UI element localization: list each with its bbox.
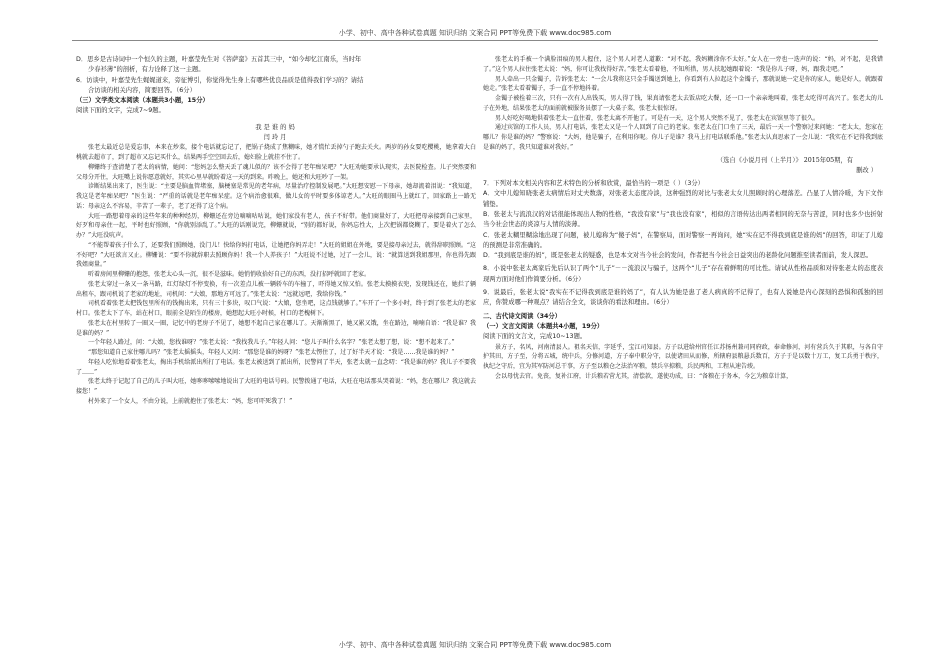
question-6-line1: 6．访谈中，叶嘉莹先生娓娓道来，旁征博引，你觉得先生身上有哪些优良品质是值得我们学习的？请结 (76, 76, 364, 84)
story-title: 我是谁的妈 (255, 123, 297, 131)
option-d-line1: D．思乡是古诗词中一个恒久的主题，叶嘉莹先生对《菩萨蛮》五首其三中，“如今却忆江南乐，当时年 (76, 56, 362, 63)
story-paragraph: 听着房间里柳姗的抱怨，张老太心头一沉，很不是滋味。她悄悄收拾好自己的东西，没打招呼就回了老家。 (88, 271, 371, 279)
question-7: 7．下列对本文相关内容和艺术特色的分析和欣赏，最恰当的一项是（ ）（3分） (483, 180, 704, 188)
story-paragraph: 金镯子被拴着三次，只有一次有人出钱买，男人得了钱，果真请张老太去饭店吃大餐，还一口一个亲亲地叫着，张老太吃得可高兴了。张老太的儿子在外地，结果张老太的面前就被服务员摆了一大桌子菜，张老太很惊讶。 (483, 95, 883, 112)
story-paragraph: 村外来了一个女人，不由分说，上前就抱住了张老太：“妈，您可吓死我了！” (88, 397, 293, 405)
question-8: 8．小说中张老太离家后先后认识了两个“儿子”－－流浪汉与骗子，这两个“儿子”存在着鲜明的可比性。请试从性格品质和对待张老太的态度表现两方面对他们作简要分析。（6分） (483, 265, 883, 283)
left-column (76, 55, 476, 407)
question-7-option-b: B．张老太与流浪汉的对话很能体现出人物的性格，“我没有家”与“我也没有家”，相似的言语传达出两者相同的无奈与苦涩，同时也多少也折射当今社会世态的炎凉与人情的淡薄。 (483, 210, 883, 229)
question-6-line2: 合访谈的相关内容，简要回答。（6分） (88, 86, 196, 94)
question-9: 9．说最后，张老太说“我实在不记得我到底是谁的妈了”，有人认为她是患了老人病真的不记得了，也有人说她是内心深刻的恐惧和孤独的回应，你赞成哪一种观点？请结合全文，谈谈你的看法和理由。（6分） (483, 289, 883, 307)
reading-instruction: 阅读下面的文字，完成7~9题。 (76, 107, 165, 115)
story-paragraph: 男人好吃好喝地供着张老太一直住着，张老太离不开他了。可是有一天，这个男人突然不见了，张老太在宾馆里等了很久。 (495, 114, 820, 122)
page-header: 小学、初中、高中各种试卷真题 知识归纳 文案合同 PPT等免费下载 www.doc985.com (0, 28, 950, 38)
story-paragraph: 张老太的手被一个满脸泪痕的男人握住，这个男人对老人道歉：“对不起，我妈糊涂你不太好。”女人在一旁也一迭声的说：“妈，对不起，是我错了。”这个男人拉住张老太说：“妈，你可让我找得好苦。”张老太看着他，不知所措，男人扶起她跟着说：“我是你儿子呀，妈，跟我走吧。” (483, 56, 883, 73)
classical-paragraph: 景方子，名风，河南清县人。祖名天信，字延乎，宝江司知县。方子以进给州官任江苏扬州兼司同府政，奉命修河，河有营兵久于其职，与各自守护其田，方子至，分将五城，统中兵，分修河道，方子奉中职分守，以使诸田从而修，所辖府县粮悬兵数百，方子于是以数十万工，复工兵勇于秩序，执纪之守后，宜为其军防河总干事，方子至以粮仓之法治军粮，禁兵卒掠粮，兵民两和，工程从速告竣。 (483, 343, 883, 371)
story-paragraph: 通过宾馆的工作人员，男人打电话，张老太又是一个人回到了自己的老家。张老太在门口坐了三天，最后一天一个警察过来问她：“老太太，您家在哪儿？你是谁的妈？”警察说：“大妈，他是骗子，在利用你呢。你儿子是谁？我马上打电话联系他。”张老太认真思索了一会儿说：“我实在不记得我到底是谁的妈了，我只知道谁对我好。” (483, 124, 883, 151)
right-column (483, 55, 883, 382)
part-2-heading: 二、古代诗文阅读（34分） (483, 312, 562, 320)
story-paragraph: 男人牵出一只金镯子，告诉张老太：“一会儿我将这只金手镯送到她上，你看到有人拉起这个金镯子，那就说她一定是你的家人，她是好人，就跟着她走。”张老太看着镯子，手一直不停地抖着。 (483, 75, 883, 93)
story-paragraph: “不能帮着孩子什么了，还要我们照顾她，没门儿！快给你妈打电话，让她把你妈弄走！”大旺的姐姐在外地，要是接母亲过去，就得辞职照顾。“这不好吧？”大旺欲言又止。柳姗说：“要不你就辞职去照顾你妈！我一个人养孩子！”大旺说不过她，过了一会儿，说：“就算送到我姐那里，你也得先跟我姐商量。” (76, 241, 476, 269)
story-paragraph: 柳姗终于查清楚了老太的病情，她问：“您妈怎么整天丢了魂儿似的？该不会得了老年痴呆吧？”大旺劝她要承认现实，去医院检查。儿子突然要和父母分开住，大旺嘴上说你愿意就好，其实心里早就盼着这一天的到来。昨晚上，她还和大旺吵了一架。 (76, 163, 476, 181)
story-source-note: 删改 ） (856, 166, 877, 174)
story-paragraph: 张老太在村里转了一圈又一圈，记忆中的老房子不见了，她想不起自己家在哪儿了。天渐渐黑了，她又累又饿，坐在路边，喃喃自语：“我是谁？我是谁的妈？” (76, 319, 476, 337)
option-d-line2: 少春衫薄”的剖析，有力诠释了这一主题。 (88, 66, 205, 74)
part-2-instruction: 阅读下面的文言文，完成10~13题。 (483, 333, 587, 341)
story-paragraph: 一个年轻人路过，问：“大娘，您找谁呀？”张老太说：“我找我儿子。”年轻人问：“您儿子叫什么名字？”张老太想了想，说：“想不起来了。” (88, 339, 455, 347)
story-paragraph: 张老太最近总是爱忘事，本来在炒菜，接个电话就忘记了，把锅子烧成了焦糊味，她才慌忙丢掉勺子跑去关火。两岁的孙女要吃樱桃，她拿着大白桃就去超市了，到了超市又忘记买什么，结果两手空空回去后，媳妇脸上就挂不住了。 (76, 144, 476, 162)
story-paragraph: “那您知道自己家住哪儿吗？”张老太摇摇头，年轻人又问：“那您是谁的妈呀？”张老太愣住了，过了好半天才说：“我是……我是谁的妈？” (88, 349, 455, 357)
story-paragraph: 大旺一路想着母亲的这些年来的种种经历，柳姗还在旁边嘀嘀咕咕说，她们家没有老人，孩子不好带。他们商量好了，大旺把母亲接到自己家里，好歹和母亲住一起，平时也好照顾，“你就别添乱了。”大旺的话刚说完，柳姗就说，“别的都好说，你妈忘性大，上次把锅都烧糊了，要是着火了怎么办？”大旺没吭声。 (76, 212, 476, 240)
story-paragraph: 年轻人吃惊地看着张老太，掏出手机给派出所打了电话。张老太被送到了派出所，民警问了半天，张老太就一直念叨：“我是谁的妈？我儿子不要我了……” (76, 358, 476, 376)
classical-paragraph: 会以母忧去官。免丧，复补江府，计兵粮若营尤其，清偿款，遂使功成，曰：“备粮在于务本，今乞为粮草计算， (495, 372, 793, 380)
page-footer: 小学、初中、高中各种试卷真题 知识归纳 文案合同 PPT等免费下载 www.doc985.com (338, 641, 612, 649)
question-7-option-a: A．文中儿媳知晓张老太病情后对丈夫数落，对张老太态度冷淡，这种强烈的对比与张老太女儿照顾时的心理落差。凸显了人情冷暖，为下文作铺垫。 (483, 190, 883, 208)
story-paragraph: 诊断结果出来了，医生说：“主要是脑血管堵塞，脑梗塞是常见的老年病，尽量治疗控制发展吧。”大旺想安慰一下母亲，她却流着泪说：“我知道，我这是老年痴呆吧？”医生说：“严重的话就是老年痴呆症。这个病治愈很难，做儿女的平时要多体谅老人。”大旺的眼圈马上就红了，回家路上一路无话：母亲这么不容易，辛苦了一辈子，老了还得了这个病。 (76, 183, 476, 210)
story-paragraph: 司机看着张老太把钱包里所有的钱掏出来，只有三十多块，叹口气说：“大娘，您坐吧，这点钱就够了。”车开了一个多小时，终于到了张老太的老家村口。张老太下了车，站在村口，眼前全是陌生的楼房，她想起大旺小时候，村口的老槐树下。 (76, 300, 476, 318)
story-paragraph: 张老太穿过一条又一条马路，红灯绿灯不停变换，有一次差点儿被一辆轿车的车撞了，吓得她又惊又怕。张老太摸摸衣兜，发现钱还在，她拦了辆出租车，跟司机说了老家的地址，司机问：“大娘，那地方可远了。”张老太说：“远就远吧，我给你钱。” (76, 280, 476, 298)
section-3-heading: （三）文学类文本阅读（本题共3小题，15分） (76, 97, 209, 105)
part-2-subheading: （一）文言文阅读（本题共4小题，19分） (483, 322, 604, 330)
story-source: （选自《小说月刊（上半月）》 2015年05期，有 (716, 156, 853, 164)
story-paragraph: 张老太终于记起了自己的儿子叫大旺，她哆哆嗦嗦地说出了大旺的电话号码。民警拨通了电话，大旺在电话那头哭着说：“妈，您在哪儿？我这就去接您！” (76, 378, 476, 396)
question-7-option-d: D．“我到底是谁的妈”，既是张老太的疑惑，也是本文对当今社会的发问，作者把当今社会日益突出的老龄化问题推至读者面前，发人深思。 (483, 252, 873, 260)
question-7-option-c: C．张老太糊里糊涂地出现了问题，被儿媳称为“傻子妈”，在警察局，面对警察一再询问，她“实在记不得我到底是谁的妈”的回答，印证了儿媳的预测是非常准确的。 (483, 231, 883, 249)
story-author: 闫玲月 (263, 134, 289, 142)
